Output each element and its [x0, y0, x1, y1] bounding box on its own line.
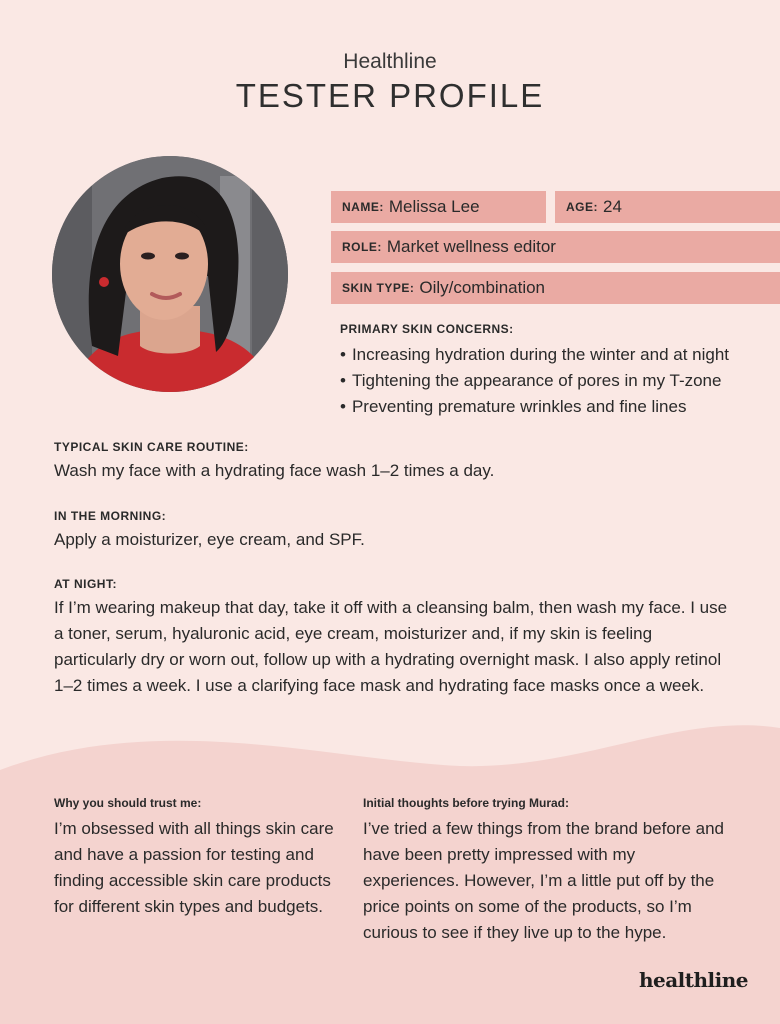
header	[0, 50, 780, 116]
age-field	[555, 191, 780, 223]
skin-type-value: Oily/combination	[419, 278, 546, 297]
routine-label: TYPICAL SKIN CARE ROUTINE:	[54, 440, 249, 454]
name-value: Melissa Lee	[388, 197, 480, 216]
role-value: Market wellness editor	[386, 237, 556, 256]
concerns-list	[340, 342, 770, 420]
trust-label: Why you should trust me:	[54, 796, 202, 810]
concerns-label: PRIMARY SKIN CONCERNS:	[340, 322, 514, 336]
healthline-logo: healthline	[638, 968, 748, 992]
brand-name: Healthline	[343, 50, 437, 73]
primary-concerns	[340, 322, 770, 420]
trust-text: I’m obsessed with all things skin care and have a passion for testing and finding accessible skin care products for different skin types and budgets.	[54, 819, 334, 916]
night-section	[54, 577, 734, 699]
thoughts-label: Initial thoughts before trying Murad:	[363, 796, 569, 810]
morning-section	[54, 509, 734, 553]
role-label: ROLE:	[342, 240, 382, 254]
morning-text: Apply a moisturizer, eye cream, and SPF.	[54, 530, 365, 549]
age-value: 24	[603, 197, 622, 216]
age-label: AGE:	[566, 200, 598, 214]
profile-photo	[52, 156, 288, 392]
trust-section	[54, 796, 344, 920]
thoughts-section	[363, 796, 733, 946]
name-field	[331, 191, 546, 223]
list-item: • Tightening the appearance of pores in my T-zone	[340, 368, 770, 394]
night-text: If I’m wearing makeup that day, take it off with a cleansing balm, then wash my face. I use a toner, serum, hyaluronic acid, eye cream, moisturizer and, if my skin is feeling particularly dry or worn out, follow up with a hydrating overnight mask. I also apply retinol 1–2 times a week. I use a clarifying face mask and hydrating face masks once a week.	[54, 598, 728, 695]
routine-text: Wash my face with a hydrating face wash 1–2 times a day.	[54, 461, 495, 480]
skin-type-label: SKIN TYPE:	[342, 281, 415, 295]
role-field	[331, 231, 780, 263]
name-label: NAME:	[342, 200, 384, 214]
night-label: AT NIGHT:	[54, 577, 117, 591]
page-title: TESTER PROFILE	[235, 77, 545, 114]
skin-type-field	[331, 272, 780, 304]
thoughts-text: I’ve tried a few things from the brand before and have been pretty impressed with my experiences. However, I’m a little put off by the price points on some of the products, so I’m curious to see if they live up to the hype.	[363, 819, 724, 942]
list-item: • Preventing premature wrinkles and fine lines	[340, 394, 770, 420]
list-item: • Increasing hydration during the winter and at night	[340, 342, 770, 368]
morning-label: IN THE MORNING:	[54, 509, 167, 523]
routine-section	[54, 440, 734, 484]
